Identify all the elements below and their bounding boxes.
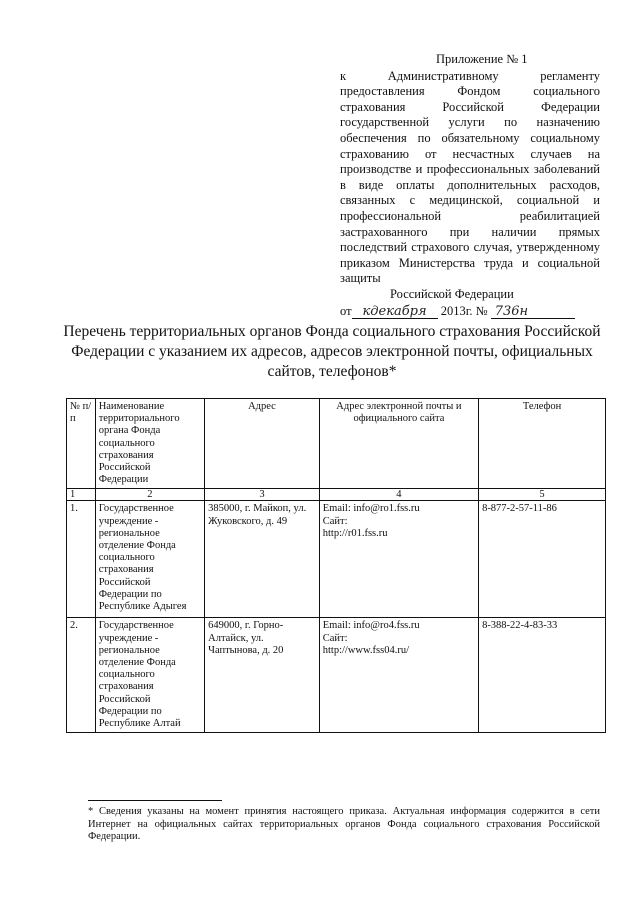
order-line xyxy=(340,304,600,320)
table-row xyxy=(67,501,606,618)
row-site[interactable]: http://www.fss04.ru/ xyxy=(322,644,410,656)
row-email: Email: info@ro4.fss.ru xyxy=(322,620,420,632)
row-no: 1. xyxy=(67,501,96,618)
row-site[interactable]: http://r01.fss.ru xyxy=(322,527,388,539)
row-address: 385000, г. Майкоп, ул. Жуковского, д. 49 xyxy=(205,501,320,618)
order-prefix: от xyxy=(340,303,352,318)
row-name: Государственное учреждение - региональное отделение Фонда социального страхования Российской Федерации по Республике Алтай xyxy=(95,618,204,733)
column-number: 1 xyxy=(67,489,96,501)
column-number: 3 xyxy=(205,489,320,501)
order-year: 2013г. № xyxy=(440,303,488,318)
appendix-block xyxy=(340,52,600,319)
row-address: 649000, г. Горно-Алтайск, ул. Чаптынова, д. 20 xyxy=(205,618,320,733)
appendix-federation: Российской Федерации xyxy=(390,286,514,301)
order-date-handwritten: кдекабря xyxy=(352,305,438,319)
row-email: Email: info@ro1.fss.ru xyxy=(322,503,420,515)
row-name: Государственное учреждение - региональное отделение Фонда социального страхования Российской Федерации по Республике Адыгея xyxy=(95,501,204,618)
footnote: * Сведения указаны на момент принятия настоящего приказа. Актуальная информация содержится в сети Интернет на официальных сайтах территориальных органов Фонда социального страхования Российской Федерации. xyxy=(88,806,600,842)
header-address: Адрес xyxy=(205,399,320,489)
appendix-title: Приложение № 1 xyxy=(436,52,528,66)
appendix-text: к Административному регламенту предоставления Фондом социального страхования Российской Федерации государственной услуги по назначению обеспечения по обязательному социальному страхованию от несчастных случаев на производстве и профессиональных заболеваний в виде оплаты дополнительных расходов, связанных с медицинской, социальной и профессиональной реабилитацией застрахованного при наличии прямых последствий страхового случая, утвержденному приказом Министерства труда и социальной защиты xyxy=(340,68,600,286)
document-heading: Перечень территориальных органов Фонда социального страхования Российской Федерации с указанием их адресов, адресов электронной почты, официальных сайтов, телефонов* xyxy=(63,323,601,380)
table-header-row xyxy=(67,399,606,489)
row-contacts xyxy=(319,618,478,733)
row-no: 2. xyxy=(67,618,96,733)
row-contacts xyxy=(319,501,478,618)
column-number: 4 xyxy=(319,489,478,501)
row-site-label: Сайт: xyxy=(322,632,348,644)
order-number-handwritten: 736н xyxy=(491,305,575,319)
footnote-divider xyxy=(88,800,222,801)
row-phone: 8-388-22-4-83-33 xyxy=(479,618,606,733)
column-number: 2 xyxy=(95,489,204,501)
header-email: Адрес электронной почты и официального сайта xyxy=(319,399,478,489)
row-site-label: Сайт: xyxy=(322,515,348,527)
offices-table xyxy=(66,398,606,733)
row-phone: 8-877-2-57-11-86 xyxy=(479,501,606,618)
column-numbers-row xyxy=(67,489,606,501)
column-number: 5 xyxy=(479,489,606,501)
table-row xyxy=(67,618,606,733)
header-no: № п/п xyxy=(67,399,96,489)
header-phone: Телефон xyxy=(479,399,606,489)
header-name: Наименование территориального органа Фонда социального страхования Российской Федерации xyxy=(95,399,204,489)
